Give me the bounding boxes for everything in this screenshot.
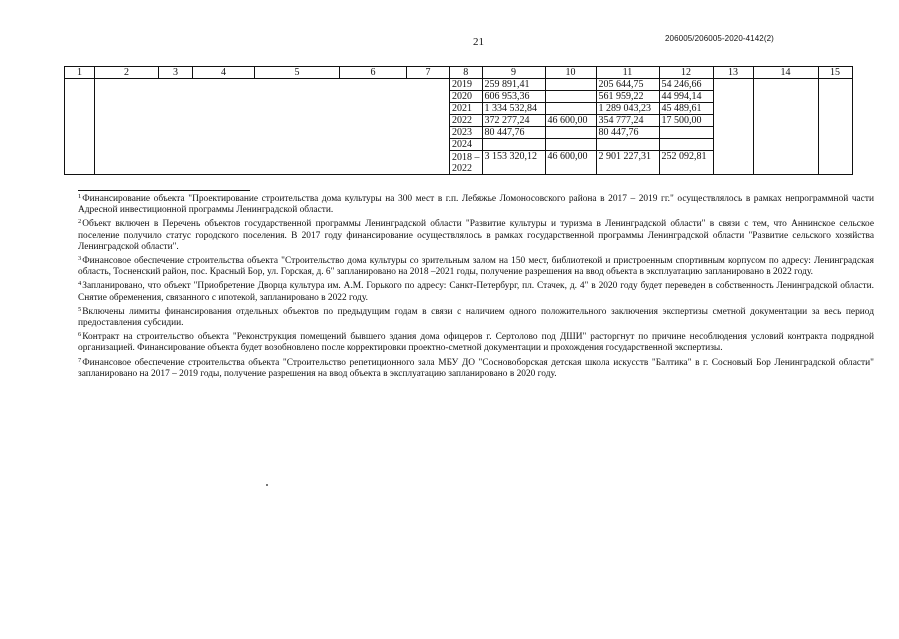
amount-local-cell: 17 500,00	[659, 115, 713, 127]
footnotes-section	[78, 191, 874, 380]
footnote-text: Запланировано, что объект "Приобретение Дворца культура им. А.М. Горького по адресу: Санкт-Петербург, пл. Стачек, д. 4" в 2020 году будет переведен в собственность Ленинградской области. Снятие обременения, связанного с ипотекой, запланировано в 2022 году.	[78, 281, 874, 303]
column-header: 6	[340, 67, 407, 79]
footnote-text: Включены лимиты финансирования отдельных объектов по предыдущим годам в связи с наличием одного положительного заключения экспертизы сметной документации за весь период предоставления субсидии.	[78, 306, 874, 329]
empty-cell	[65, 79, 95, 175]
total-period-line1: 2018 –	[452, 151, 480, 163]
total-federal-cell: 46 600,00	[545, 151, 596, 175]
total-regional-cell: 2 901 227,31	[596, 151, 659, 175]
year-cell: 2023	[450, 127, 483, 139]
amount-regional-cell	[596, 139, 659, 151]
footnote-text: Объект включен в Перечень объектов государственной программы Ленинградской области "Развитие культуры и туризма в Ленинградской области" в связи с тем, что Аннинское сельское поселение получило статус городского поселения. В 2017 году финансирование осуществлялось в рамках государственной программы Ленинградской области "Развитие сельского хозяйства Ленинградской области".	[78, 219, 874, 252]
footnote-mark: 7	[78, 356, 82, 364]
empty-cell	[818, 79, 852, 175]
footnote	[78, 278, 874, 303]
footnote-mark: 1	[78, 193, 82, 200]
year-cell: 2021	[450, 103, 483, 115]
amount-federal-cell	[545, 139, 596, 151]
column-header: 12	[659, 67, 713, 79]
column-header: 2	[95, 67, 159, 79]
footnote	[78, 304, 874, 329]
amount-regional-cell: 205 644,75	[596, 79, 659, 91]
footnote-text: Финансовое обеспечение строительства объекта "Строительство репетиционного зала МБУ ДО "Сосновоборская детская школа искусств "Балтика" в г. Сосновый Бор Ленинградской области" запланировано на 2017 – 2019 годы, получение разрешения на ввод объекта в эксплуатацию запланировано в 2020 году.	[78, 357, 874, 379]
year-cell: 2024	[450, 139, 483, 151]
amount-federal-cell	[545, 103, 596, 115]
empty-cell	[753, 79, 818, 175]
footnote	[78, 253, 874, 278]
empty-cell	[713, 79, 753, 175]
scan-speck	[266, 484, 268, 486]
footnote-mark: 3	[78, 255, 82, 263]
year-cell: 2022	[450, 115, 483, 127]
year-cell: 2020	[450, 91, 483, 103]
amount-local-cell	[659, 127, 713, 139]
empty-cell	[95, 79, 450, 175]
footnote	[78, 216, 874, 253]
amount-total-cell: 606 953,36	[482, 91, 545, 103]
amount-total-cell: 259 891,41	[482, 79, 545, 91]
table-row	[65, 79, 853, 91]
total-local-cell: 252 092,81	[659, 151, 713, 175]
footnote-text: Финансовое обеспечение строительства объекта "Строительство дома культуры со зрительным залом на 150 мест, библиотекой и пристроенным спортивным корпусом по адресу: Ленинградская область, Тосненский район, пос. Красный Бор, ул. Горская, д. 6" запланировано на 2018 –2021 годы, получение разрешения на ввод объекта в эксплуатацию запланировано в 2022 году.	[78, 256, 874, 278]
column-header: 13	[713, 67, 753, 79]
total-period-line2: 2022	[452, 162, 472, 174]
column-header: 1	[65, 67, 95, 79]
footnote	[78, 329, 874, 354]
column-header: 11	[596, 67, 659, 79]
footnote	[78, 191, 874, 216]
amount-federal-cell: 46 600,00	[545, 115, 596, 127]
column-header: 8	[450, 67, 483, 79]
footnote-mark: 2	[78, 218, 82, 226]
page-number: 21	[473, 36, 484, 48]
column-header: 14	[753, 67, 818, 79]
total-amount-cell: 3 153 320,12	[482, 151, 545, 175]
document-id: 206005/206005-2020-4142(2)	[665, 34, 774, 43]
column-header: 4	[193, 67, 255, 79]
footnote-text: Финансирование объекта "Проектирование строительства дома культуры на 300 мест в г.п. Лебяжье Ломоносовского района в 2017 – 2019 гг." осуществлялось в рамках непрограммной части Адресной инвестиционной программы Ленинградской области.	[78, 194, 874, 216]
amount-total-cell	[482, 139, 545, 151]
amount-total-cell: 80 447,76	[482, 127, 545, 139]
amount-regional-cell: 1 289 043,23	[596, 103, 659, 115]
year-cell: 2019	[450, 79, 483, 91]
total-period-cell	[450, 151, 483, 175]
amount-local-cell: 44 994,14	[659, 91, 713, 103]
column-header: 10	[545, 67, 596, 79]
column-header: 7	[407, 67, 450, 79]
budget-table	[64, 66, 853, 175]
footnote-text: Контракт на строительство объекта "Реконструкция помещений бывшего здания дома офицеров г. Сертолово под ДШИ" расторгнут по причине несоблюдения условий контракта подрядной организацией. Финансирование объекта будет возобновлено после корректировки проектно-сметной документации и прохождения государственной экспертизы.	[78, 332, 874, 354]
amount-local-cell: 45 489,61	[659, 103, 713, 115]
amount-local-cell: 54 246,66	[659, 79, 713, 91]
amount-regional-cell: 354 777,24	[596, 115, 659, 127]
column-header: 15	[818, 67, 852, 79]
footnote-mark: 5	[78, 305, 82, 313]
amount-regional-cell: 561 959,22	[596, 91, 659, 103]
amount-local-cell	[659, 139, 713, 151]
amount-federal-cell	[545, 127, 596, 139]
footnote-mark: 6	[78, 331, 82, 339]
column-header: 9	[482, 67, 545, 79]
column-header: 3	[159, 67, 193, 79]
amount-federal-cell	[545, 79, 596, 91]
footnote	[78, 355, 874, 380]
amount-total-cell: 372 277,24	[482, 115, 545, 127]
amount-total-cell: 1 334 532,84	[482, 103, 545, 115]
amount-regional-cell: 80 447,76	[596, 127, 659, 139]
table-header-row	[65, 67, 853, 79]
column-header: 5	[255, 67, 340, 79]
amount-federal-cell	[545, 91, 596, 103]
footnote-mark: 4	[78, 280, 82, 288]
